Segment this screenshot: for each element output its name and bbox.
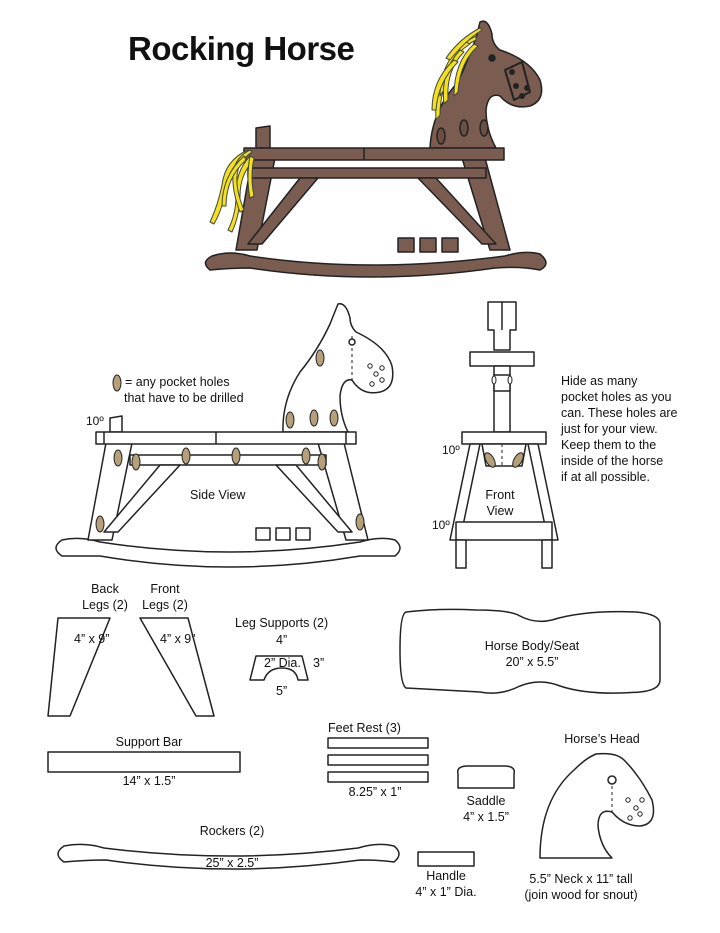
saddle-size: 4” x 1.5” <box>463 810 509 824</box>
leg-supports-top: 4” <box>276 633 288 647</box>
back-legs-name-2: Legs (2) <box>82 598 128 612</box>
feet-rest-size: 8.25” x 1” <box>348 785 402 799</box>
colored-eye <box>489 55 495 61</box>
legend-text-line2: that have to be drilled <box>124 391 244 405</box>
colored-support-bar <box>248 168 486 178</box>
horses-head-size-1: 5.5” Neck x 11” tall <box>529 872 633 886</box>
rockers-size: 25” x 2.5” <box>205 856 259 870</box>
side-rocker <box>56 538 400 567</box>
rockers-name: Rockers (2) <box>199 824 265 838</box>
front-angle-label-top: 10º <box>442 443 460 457</box>
side-view-label: Side View <box>190 488 246 502</box>
colored-seat <box>244 148 504 160</box>
front-legs-size: 4” x 9” <box>160 632 196 646</box>
leg-supports-height: 3” <box>313 656 325 670</box>
saddle-name: Saddle <box>466 794 506 808</box>
note-line: inside of the horse <box>561 454 664 468</box>
part-feet-rest-1 <box>328 738 428 748</box>
colored-foot-rest-3 <box>442 238 458 252</box>
side-handle <box>110 416 122 432</box>
page-title: Rocking Horse <box>128 30 355 67</box>
front-support-bar <box>456 522 552 540</box>
note-line: pocket holes as you <box>561 390 672 404</box>
pocket-hole-note <box>561 373 711 485</box>
note-line: can. These holes are <box>561 406 678 420</box>
note-line: if at all possible. <box>561 470 650 484</box>
feet-rest-name: Feet Rest (3) <box>328 721 401 735</box>
front-legs-name-2: Legs (2) <box>142 598 188 612</box>
side-head <box>283 304 393 432</box>
colored-handle <box>256 126 270 148</box>
front-legs-name-1: Front <box>150 582 180 596</box>
note-line: Hide as many <box>561 374 638 388</box>
side-view-drawing <box>56 304 400 567</box>
front-handle-bar <box>470 352 534 366</box>
front-seat <box>462 432 546 444</box>
support-bar-name: Support Bar <box>115 735 183 749</box>
horse-body-name: Horse Body/Seat <box>484 639 580 653</box>
legend-pocket-hole <box>113 375 121 391</box>
leg-supports-dia: 2” Dia. <box>264 656 301 670</box>
colored-rocker <box>205 252 546 277</box>
horses-head-name: Horse’s Head <box>564 732 640 746</box>
part-saddle <box>458 766 515 788</box>
side-angle-label: 10º <box>86 414 104 428</box>
note-line: just for your view. <box>561 422 658 436</box>
part-feet-rest-2 <box>328 755 428 765</box>
back-legs-name-1: Back <box>91 582 119 596</box>
note-line: Keep them to the <box>561 438 657 452</box>
colored-foot-rest-1 <box>398 238 414 252</box>
front-view-label-line1: Front <box>485 488 515 502</box>
colored-foot-rest-2 <box>420 238 436 252</box>
horses-head-size-2: (join wood for snout) <box>524 888 638 902</box>
leg-supports-name: Leg Supports (2) <box>235 616 329 630</box>
legend-text-line1: = any pocket holes <box>125 375 230 389</box>
front-angle-label-bottom: 10º <box>432 518 450 532</box>
horse-body-size: 20” x 5.5” <box>505 655 559 669</box>
back-legs-size: 4” x 9” <box>74 632 110 646</box>
leg-supports-bottom: 5” <box>276 684 288 698</box>
front-view-label-line2: View <box>486 504 514 518</box>
handle-name: Handle <box>426 869 466 883</box>
part-handle <box>418 852 474 866</box>
side-seat <box>96 432 356 444</box>
handle-size: 4” x 1” Dia. <box>415 885 477 899</box>
part-feet-rest-3 <box>328 772 428 782</box>
support-bar-size: 14” x 1.5” <box>122 774 176 788</box>
front-view-drawing <box>450 302 558 568</box>
part-support-bar <box>48 752 240 772</box>
side-support-bar <box>130 455 326 465</box>
